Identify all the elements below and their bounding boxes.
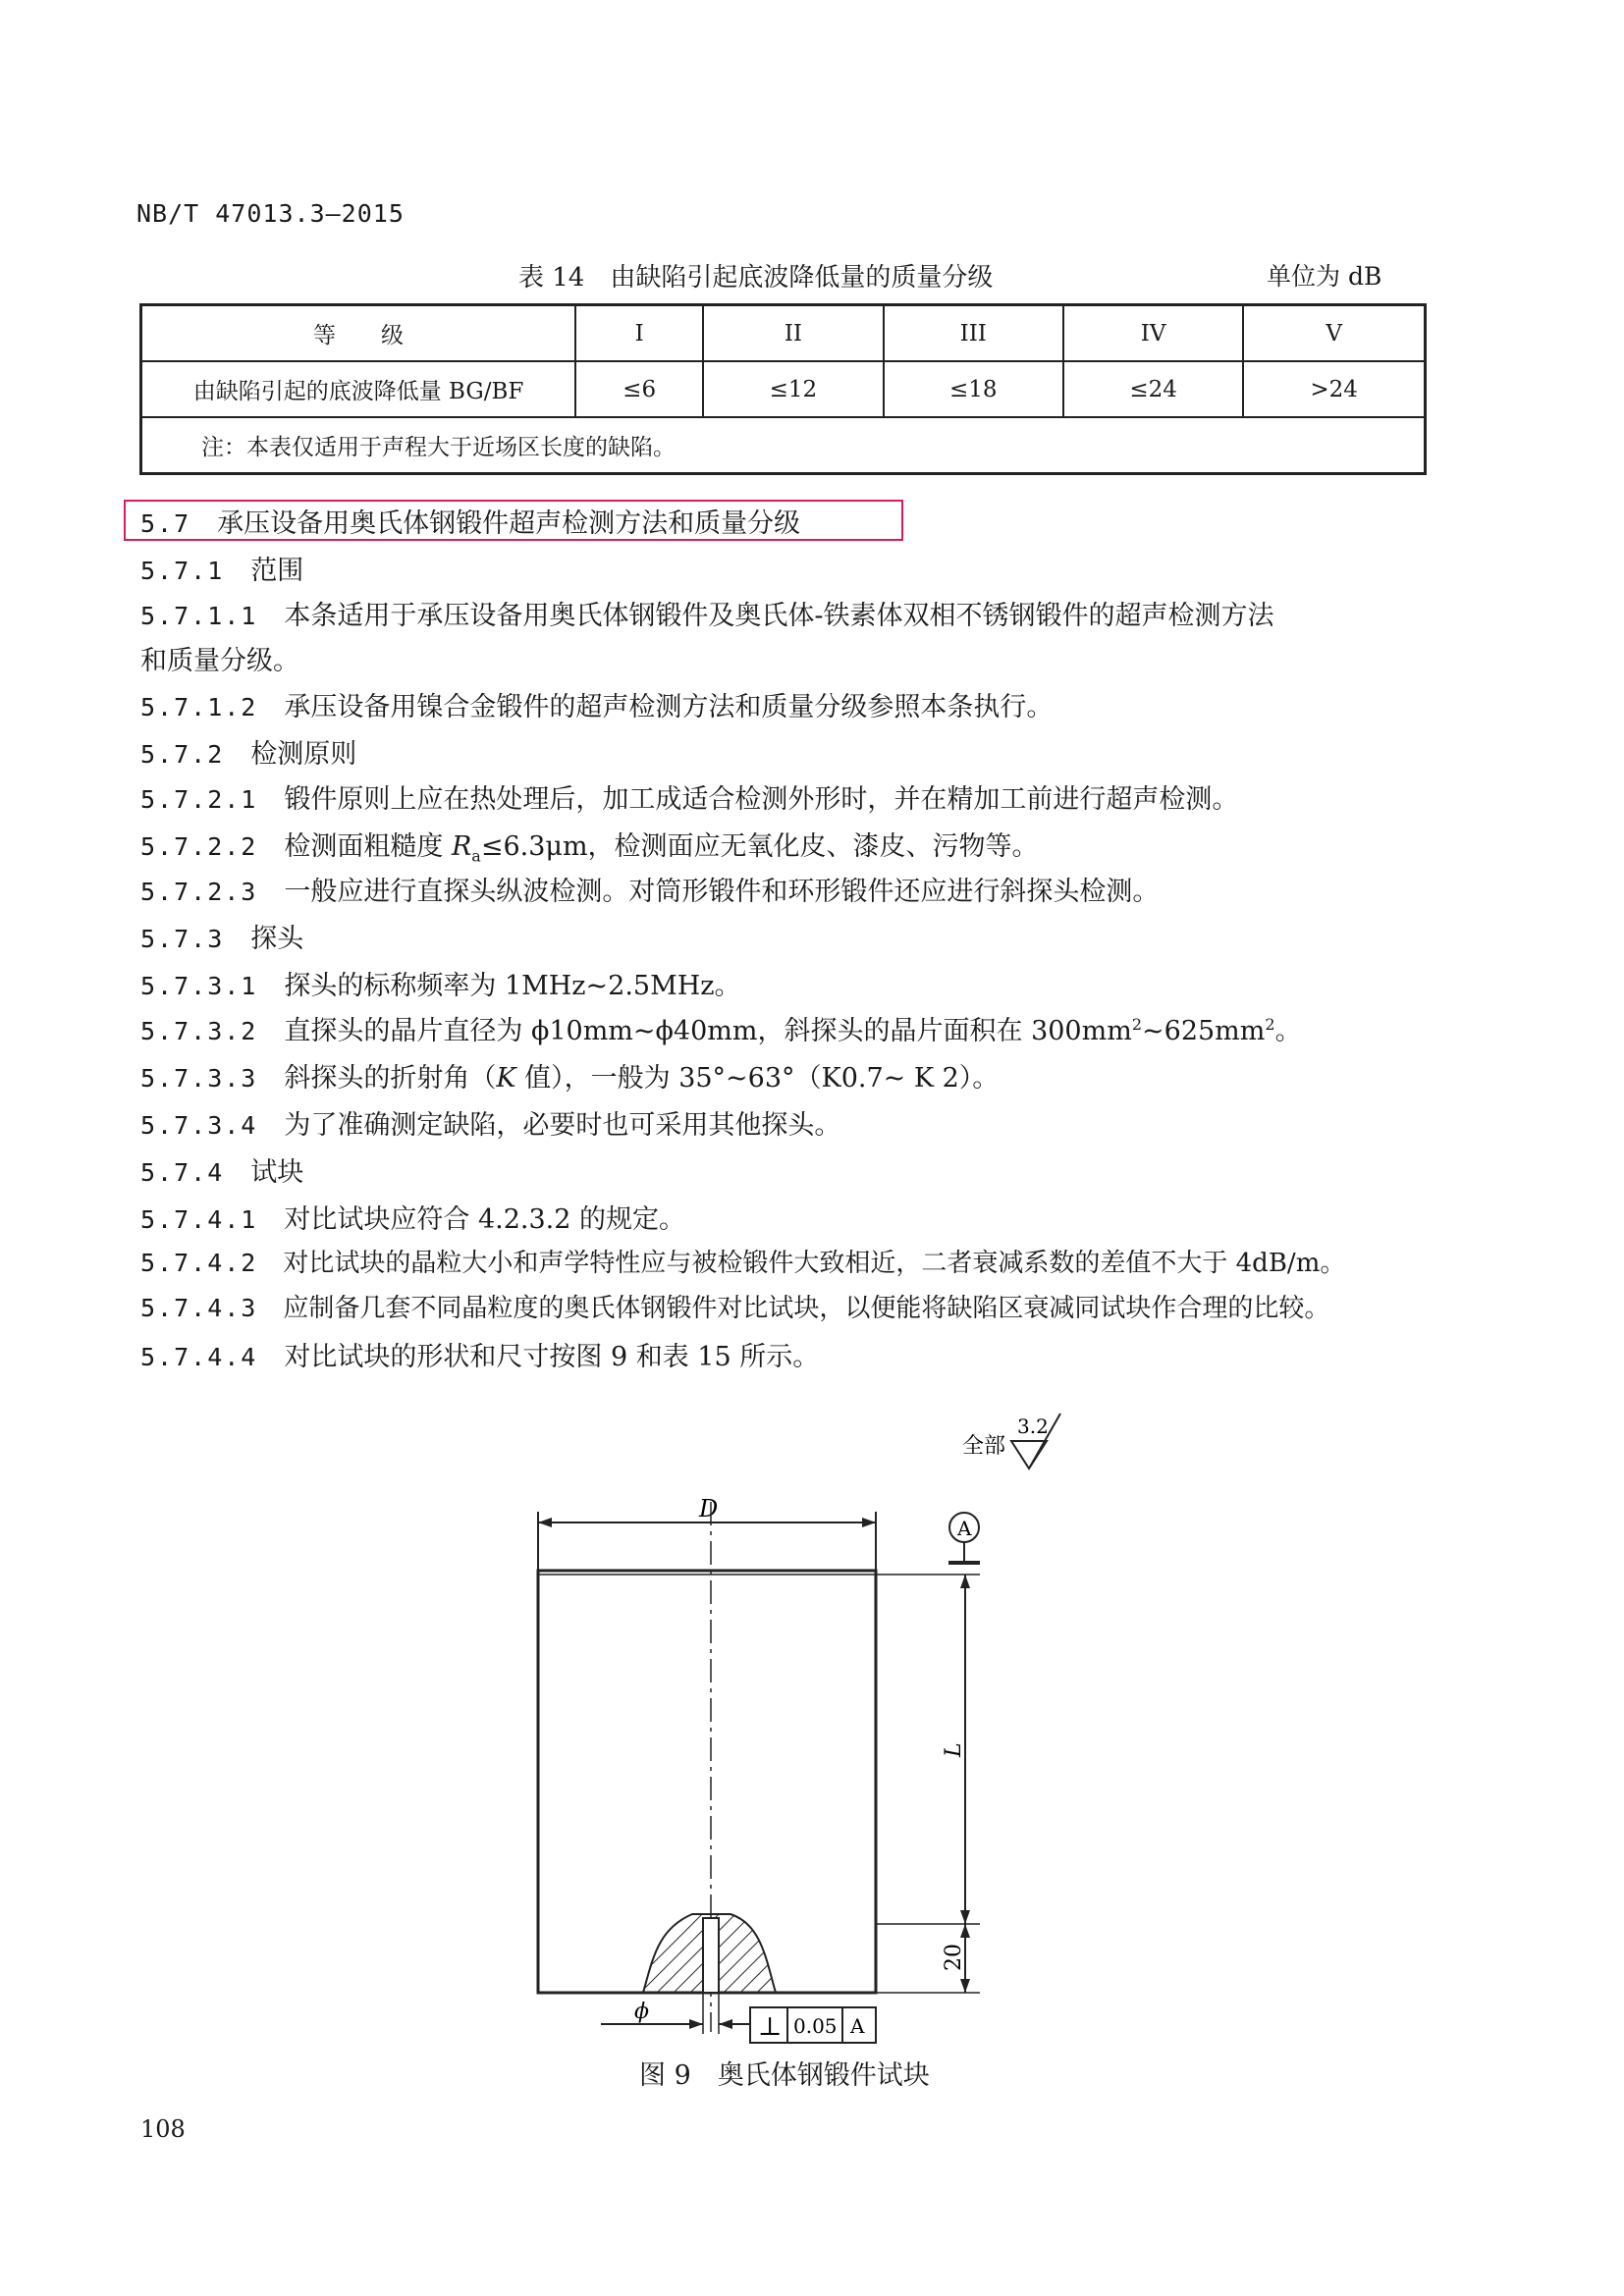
paragraph-5-7-2-3: 5.7.2.3 一般应进行直探头纵波检测。对筒形锻件和环形锻件还应进行斜探头检测。 — [140, 877, 1160, 907]
tolerance-datum: A — [850, 2014, 865, 2038]
header-cell-2: II — [703, 305, 883, 362]
header-cell-5: V — [1243, 305, 1425, 362]
tolerance-frame — [750, 2007, 876, 2043]
paragraph-5-7-3-4: 5.7.3.4 为了准确测定缺陷，必要时也可采用其他探头。 — [140, 1110, 841, 1141]
roughness-label: 全部 — [962, 1434, 1006, 1459]
paragraph-5-7-2-2: 5.7.2.2 检测面粗糙度 $R_a\le 6.3\mu m$，检测面应无氧化皮、漆皮、污物等。 — [140, 831, 1039, 866]
header-cell-1: I — [575, 305, 703, 362]
paragraph-5-7-4-1: 5.7.4.1 对比试块应符合 4.2.3.2 的规定。 — [140, 1204, 685, 1235]
value-cell-5: >24 — [1243, 361, 1425, 417]
section-heading-5-7-4: 5.7.4 试块 — [140, 1157, 304, 1188]
table-note: 注：本表仅适用于声程大于近场区长度的缺陷。 — [141, 417, 1426, 474]
header-cell-4: IV — [1063, 305, 1243, 362]
flat-bottom-hole — [703, 1918, 719, 1993]
value-cell-4: ≤24 — [1063, 361, 1243, 417]
paragraph-5-7-3-2: 5.7.3.2 直探头的晶片直径为 ϕ10mm~ϕ40mm，斜探头的晶片面积在 $300mm^2\sim 625mm^2$。 — [140, 1015, 1302, 1046]
section-heading-5-7-3: 5.7.3 探头 — [140, 924, 304, 954]
paragraph-5-7-2-1: 5.7.2.1 锻件原则上应在热处理后，加工成适合检测外形时，并在精加工前进行超声检测。 — [140, 784, 1239, 815]
section-heading-5-7: 5.7 承压设备用奥氏体钢锻件超声检测方法和质量分级 — [140, 508, 801, 539]
datum-A-label: A — [957, 1517, 972, 1540]
paragraph-5-7-1-2: 5.7.1.2 承压设备用镍合金锻件的超声检测方法和质量分级参照本条执行。 — [140, 692, 1054, 722]
header-cell-grade: 等 级 — [141, 305, 576, 362]
section-heading-5-7-2: 5.7.2 检测原则 — [140, 739, 357, 770]
tolerance-value: 0.05 — [793, 2014, 838, 2038]
roughness-value: 3.2 — [1017, 1415, 1049, 1438]
dim-label-L: L — [942, 1742, 966, 1757]
page-number: 108 — [140, 2115, 186, 2143]
row-label: 由缺陷引起的底波降低量 BG/BF — [141, 361, 576, 417]
perpendicularity-icon: ⊥ — [758, 2012, 783, 2042]
paragraph-5-7-4-3: 5.7.4.3 应制备几套不同晶粒度的奥氏体钢锻件对比试块，以便能将缺陷区衰减同试块作合理的比较。 — [140, 1294, 1330, 1323]
paragraph-5-7-4-4: 5.7.4.4 对比试块的形状和尺寸按图 9 和表 15 所示。 — [140, 1342, 820, 1372]
dim-label-phi: ϕ — [634, 2000, 649, 2024]
dim-label-20: 20 — [942, 1944, 966, 1971]
table-unit: 单位为 dB — [1267, 262, 1382, 291]
value-cell-2: ≤12 — [703, 361, 883, 417]
paragraph-5-7-1-1-cont: 和质量分级。 — [140, 646, 299, 676]
value-cell-3: ≤18 — [884, 361, 1063, 417]
dim-label-D: D — [699, 1495, 719, 1522]
paragraph-5-7-4-2: 5.7.4.2 对比试块的晶粒大小和声学特性应与被检锻件大致相近，二者衰减系数的差值不大于 4dB/m。 — [140, 1249, 1346, 1278]
header-cell-3: III — [884, 305, 1063, 362]
table-caption: 表 14 由缺陷引起底波降低量的质量分级 — [518, 263, 994, 293]
value-cell-1: ≤6 — [575, 361, 703, 417]
paragraph-5-7-3-3: 5.7.3.3 斜探头的折射角（K 值），一般为 35°~63°（K0.7~ K 2）。 — [140, 1063, 1000, 1094]
section-heading-5-7-1: 5.7.1 范围 — [140, 556, 304, 586]
figure-caption: 图 9 奥氏体钢锻件试块 — [639, 2060, 930, 2091]
paragraph-5-7-1-1: 5.7.1.1 本条适用于承压设备用奥氏体钢锻件及奥氏体-铁素体双相不锈钢锻件的超声检测方法 — [140, 601, 1274, 631]
paragraph-5-7-3-1: 5.7.3.1 探头的标称频率为 1MHz~2.5MHz。 — [140, 971, 741, 1001]
standard-number: NB/T 47013.3—2015 — [136, 199, 405, 228]
